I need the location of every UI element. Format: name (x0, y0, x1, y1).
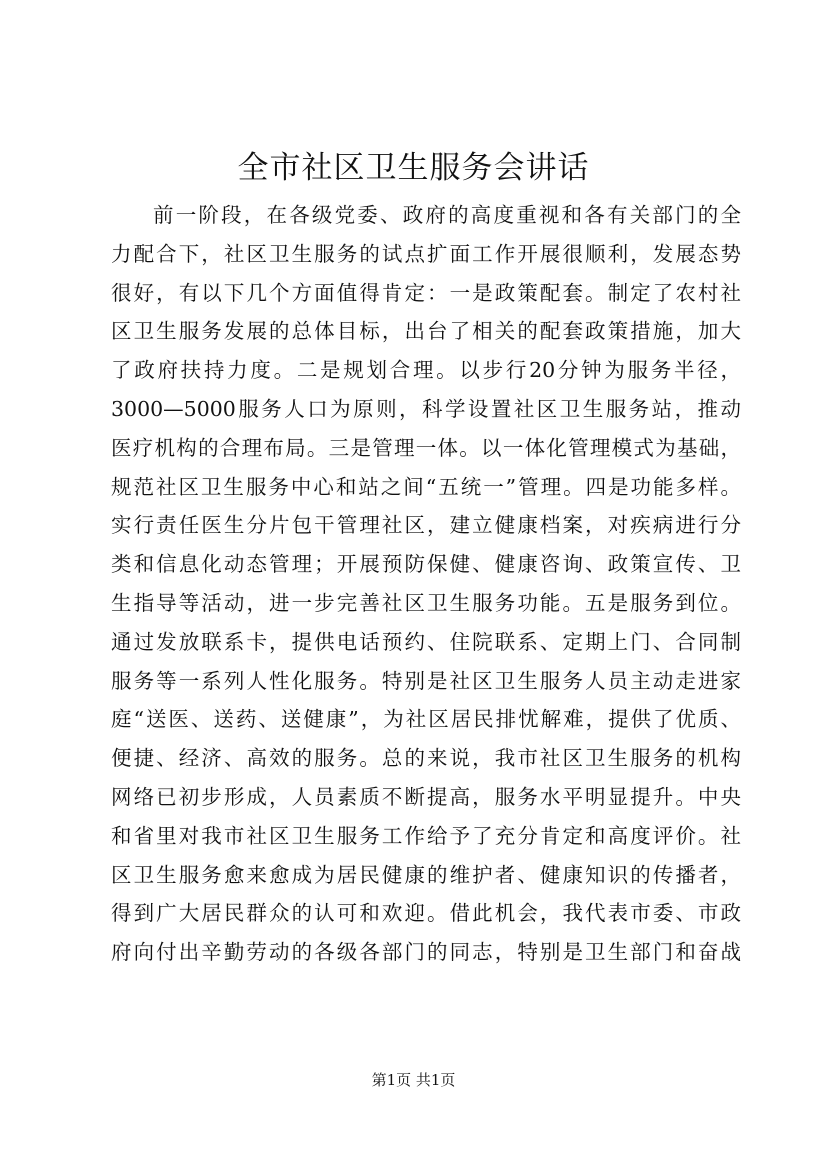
document-body (111, 196, 741, 972)
body-line: 前一阶段，在各级党委、政府的高度重视和各有关部门的全 (153, 203, 741, 227)
body-line: 服务等一系列人性化服务。特别是社区卫生服务人员主动走进家 (111, 668, 741, 693)
body-line: 通过发放联系卡，提供电话预约、住院联系、定期上门、合同制 (111, 629, 741, 654)
page-footer: 第1页 共1页 (371, 1071, 456, 1089)
body-line: 和省里对我市社区卫生服务工作给予了充分肯定和高度评价。社 (111, 823, 741, 848)
body-line: 府向付出辛勤劳动的各级各部门的同志，特别是卫生部门和奋战 (111, 940, 741, 965)
body-line: 网络已初步形成，人员素质不断提高，服务水平明显提升。中央 (111, 784, 741, 809)
document-title: 全市社区卫生服务会讲话 (237, 150, 590, 186)
body-line: 3000—5000服务人口为原则，科学设置社区卫生服务站，推动 (111, 396, 741, 421)
body-line: 区卫生服务愈来愈成为居民健康的维护者、健康知识的传播者， (111, 862, 741, 887)
body-line: 庭“送医、送药、送健康”，为社区居民排忧解难，提供了优质、 (111, 707, 741, 732)
body-line: 力配合下，社区卫生服务的试点扩面工作开展很顺利，发展态势 (111, 241, 741, 266)
body-line: 医疗机构的合理布局。三是管理一体。以一体化管理模式为基础， (111, 435, 741, 460)
body-line: 规范社区卫生服务中心和站之间“五统一”管理。四是功能多样。 (111, 474, 741, 499)
body-line: 类和信息化动态管理；开展预防保健、健康咨询、政策宣传、卫 (111, 552, 741, 577)
body-line: 区卫生服务发展的总体目标，出台了相关的配套政策措施，加大 (111, 319, 741, 344)
body-line: 实行责任医生分片包干管理社区，建立健康档案，对疾病进行分 (111, 513, 741, 538)
body-line: 得到广大居民群众的认可和欢迎。借此机会，我代表市委、市政 (111, 901, 741, 926)
body-line: 便捷、经济、高效的服务。总的来说，我市社区卫生服务的机构 (111, 746, 741, 771)
body-line: 了政府扶持力度。二是规划合理。以步行20分钟为服务半径， (111, 358, 741, 383)
body-line: 很好，有以下几个方面值得肯定：一是政策配套。制定了农村社 (111, 280, 741, 305)
body-line: 生指导等活动，进一步完善社区卫生服务功能。五是服务到位。 (111, 590, 741, 615)
